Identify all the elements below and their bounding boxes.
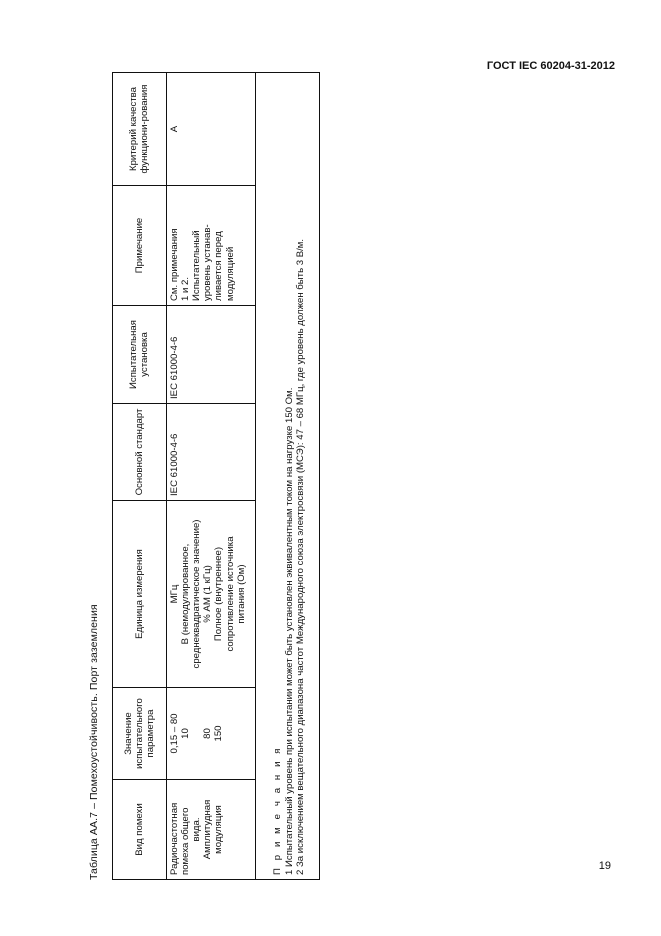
table-caption: Таблица АА.7 – Помехоустойчивость. Порт заземления bbox=[88, 604, 100, 880]
cell-line: 10 bbox=[179, 728, 191, 739]
cell-line: питания (Ом) bbox=[235, 564, 247, 624]
column-header-units: Единица измерения bbox=[113, 500, 166, 687]
cell-line: помеха общего bbox=[179, 807, 191, 875]
note-item: 1 Испытательный уровень при испытании может быть установлен эквивалентным током на нагрузке 150 Ом. bbox=[283, 387, 295, 875]
cell-line: МГц bbox=[168, 584, 180, 604]
cell-line: Испытательный bbox=[191, 230, 203, 301]
table-header-row bbox=[113, 73, 167, 879]
column-header-criterion: Критерий качества функциони-рования bbox=[128, 84, 151, 174]
document-header: ГОСТ IEC 60204-31-2012 bbox=[486, 60, 615, 72]
cell-line: Полное (внутреннее) bbox=[213, 546, 225, 642]
cell-line: 0,15 – 80 bbox=[168, 713, 180, 754]
column-header-basic-standard: Основной стандарт bbox=[113, 403, 166, 500]
cell-line: 80 bbox=[202, 728, 214, 739]
cell-line: вида. bbox=[191, 817, 203, 842]
cell-criterion: A bbox=[168, 125, 180, 133]
cell-line: ливается перед bbox=[213, 231, 225, 301]
cell-line: уровень устанав- bbox=[202, 224, 214, 301]
cell-line: 1 и 2. bbox=[179, 276, 191, 301]
cell-line: См. примечания bbox=[168, 228, 180, 301]
page-number: 19 bbox=[598, 860, 611, 872]
column-header-disturbance: Вид помехи bbox=[113, 779, 166, 879]
cell-note bbox=[167, 185, 255, 305]
cell-line: модуляцией bbox=[224, 246, 236, 301]
cell-basic-standard: IEC 61000-4-6 bbox=[167, 403, 255, 500]
table-row bbox=[167, 73, 255, 879]
cell-line bbox=[191, 692, 202, 775]
column-header-test-value: Значение испытательного параметра bbox=[113, 687, 166, 779]
cell-line: В (немодулированное, bbox=[179, 543, 191, 645]
cell-line: Радиочастотная bbox=[168, 802, 180, 875]
table-notes bbox=[255, 73, 319, 879]
cell-test-setup: IEC 61000-4-6 bbox=[167, 305, 255, 403]
cell-line: модуляция bbox=[213, 805, 225, 854]
notes-title: П р и м е ч а н и я bbox=[272, 745, 283, 875]
column-header-test-setup: Испытательная установка bbox=[113, 305, 166, 403]
cell-line: сопротивление источника bbox=[224, 536, 236, 652]
cell-line: Амплитудная bbox=[202, 799, 214, 860]
cell-line: 150 bbox=[213, 725, 225, 742]
cell-line: среднеквадратическое значение) bbox=[191, 519, 203, 669]
note-item: 2 За исключением вещательного диапазона частот Международного союза электросвязи (МСЭ): 47 – 68 МГц, где уровень должен быть 3 В/м. bbox=[295, 238, 307, 875]
table-grid bbox=[113, 73, 255, 879]
cell-disturbance bbox=[167, 779, 255, 879]
cell-units bbox=[167, 500, 255, 687]
cell-test-value bbox=[167, 687, 255, 779]
column-header-note: Примечание bbox=[113, 185, 166, 305]
table bbox=[112, 72, 320, 880]
rotated-table-area bbox=[88, 68, 324, 880]
cell-line: % АМ (1 кГц) bbox=[202, 565, 214, 623]
